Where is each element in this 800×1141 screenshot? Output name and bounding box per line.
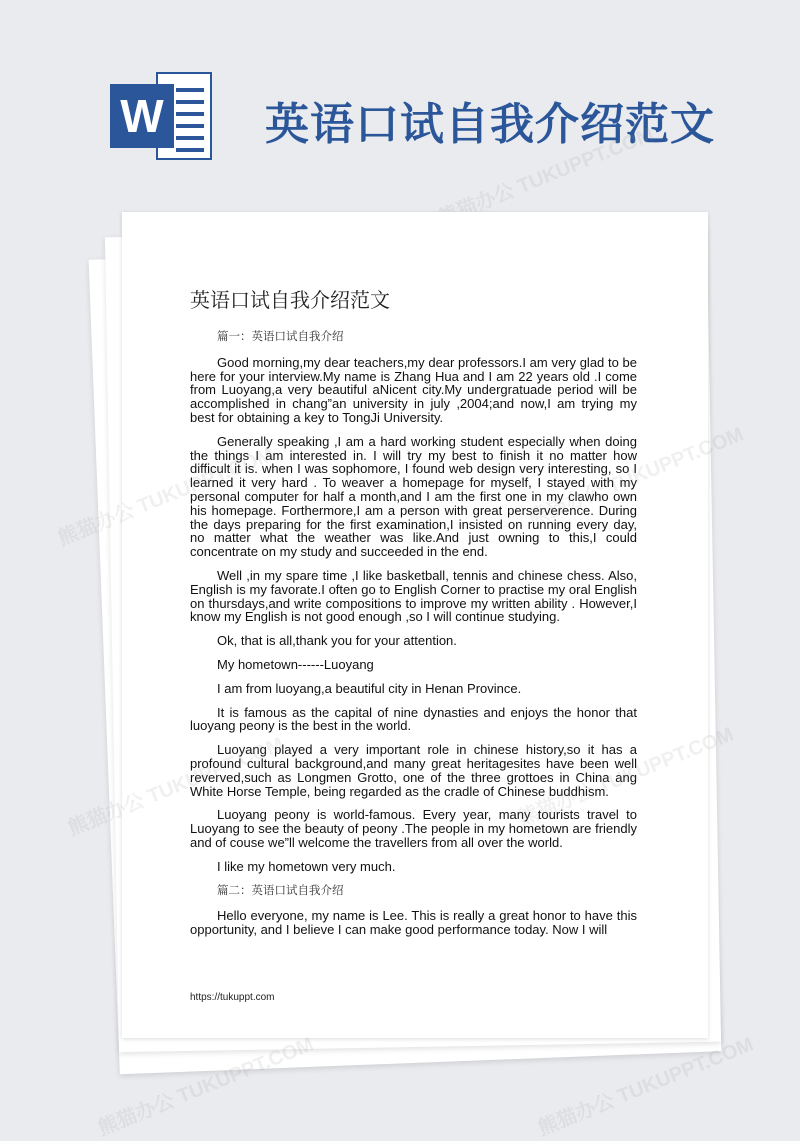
- word-document-icon: [110, 72, 214, 162]
- section-heading: 篇一：英语口试自我介绍: [217, 329, 344, 343]
- paragraph: Generally speaking ,I am a hard working student especially when doing the things I am interested in. I will try my best to finish it no matter how difficult it is. when I was sophomore, I found web design very interesting, so I learned it very hard . To weaver a homepage for myself, I stayed with my personal computer for half a month,and I am the first one in my clawho own his homepage. Forthermore,I am a person with great perserverence. During the days preparing for the first examination,I insisted on running every day, no matter what the weather was like.And just owning to this,I could concentrate on my study and succeeded in the end.: [190, 433, 637, 560]
- watermark: 熊猫办公: [65, 789, 148, 841]
- watermark: 熊猫办公 TUKUPPT.COM: [535, 1033, 757, 1141]
- document-page: [122, 212, 708, 1038]
- paragraph: My hometown------Luoyang: [217, 656, 374, 672]
- banner-title: 英语口试自我介绍范文: [265, 99, 715, 150]
- paragraph: Well ,in my spare time ,I like basketball, tennis and chinese chess. Also, English is my favorate.I often go to English Corner to practise my oral English on thursdays,and write compositions to improve my written ability . However,I know my English is not good enough ,so I will continue studying.: [190, 567, 637, 625]
- paragraph: I like my hometown very much.: [217, 858, 396, 874]
- paragraph: I am from luoyang,a beautiful city in Henan Province.: [217, 680, 522, 696]
- watermark: 熊猫办公 TUKUPPT.COM: [435, 123, 657, 231]
- document-body: [190, 328, 637, 947]
- watermark: 熊猫办公 TUKUPPT.COM: [95, 1033, 317, 1141]
- word-letter-badge: W: [110, 84, 174, 148]
- paragraph: It is famous as the capital of nine dynasties and enjoys the honor that luoyang peony is the best in the world.: [190, 704, 637, 734]
- paragraph: Good morning,my dear teachers,my dear professors.I am very glad to be here for your interview.My name is Zhang Hua and I am 22 years old .I come from Luoyang,a very beautiful aNicent city.My undergratuade period will be accomplished in chang”an university in july ,2004;and now,I am trying my best for obtaining a key to TongJi University.: [190, 354, 637, 425]
- document-title: 英语口试自我介绍范文: [190, 288, 390, 312]
- watermark: 熊猫办公: [55, 499, 138, 551]
- paragraph: Hello everyone, my name is Lee. This is really a great honor to have this opportunity, and I believe I can make good performance today. Now I will: [190, 908, 637, 938]
- paragraph: Ok, that is all,thank you for your attention.: [217, 633, 457, 649]
- paragraph: Luoyang peony is world-famous. Every year, many tourists travel to Luoyang to see the beauty of peony .The people in my hometown are friendly and of couse we”ll welcome the travellers from all over the world.: [190, 807, 637, 850]
- section-heading: 篇二：英语口试自我介绍: [217, 882, 344, 897]
- paragraph: Luoyang played a very important role in chinese history,so it has a profound cultural background,and many great heritagesites have been well reverved,such as Longmen Grotto, one of the three grottoes in China ang White Horse Temple, being regarded as the cradle of Chinese buddhism.: [190, 742, 637, 799]
- banner: [0, 0, 800, 200]
- footer-url: https://tukuppt.com: [190, 992, 275, 1003]
